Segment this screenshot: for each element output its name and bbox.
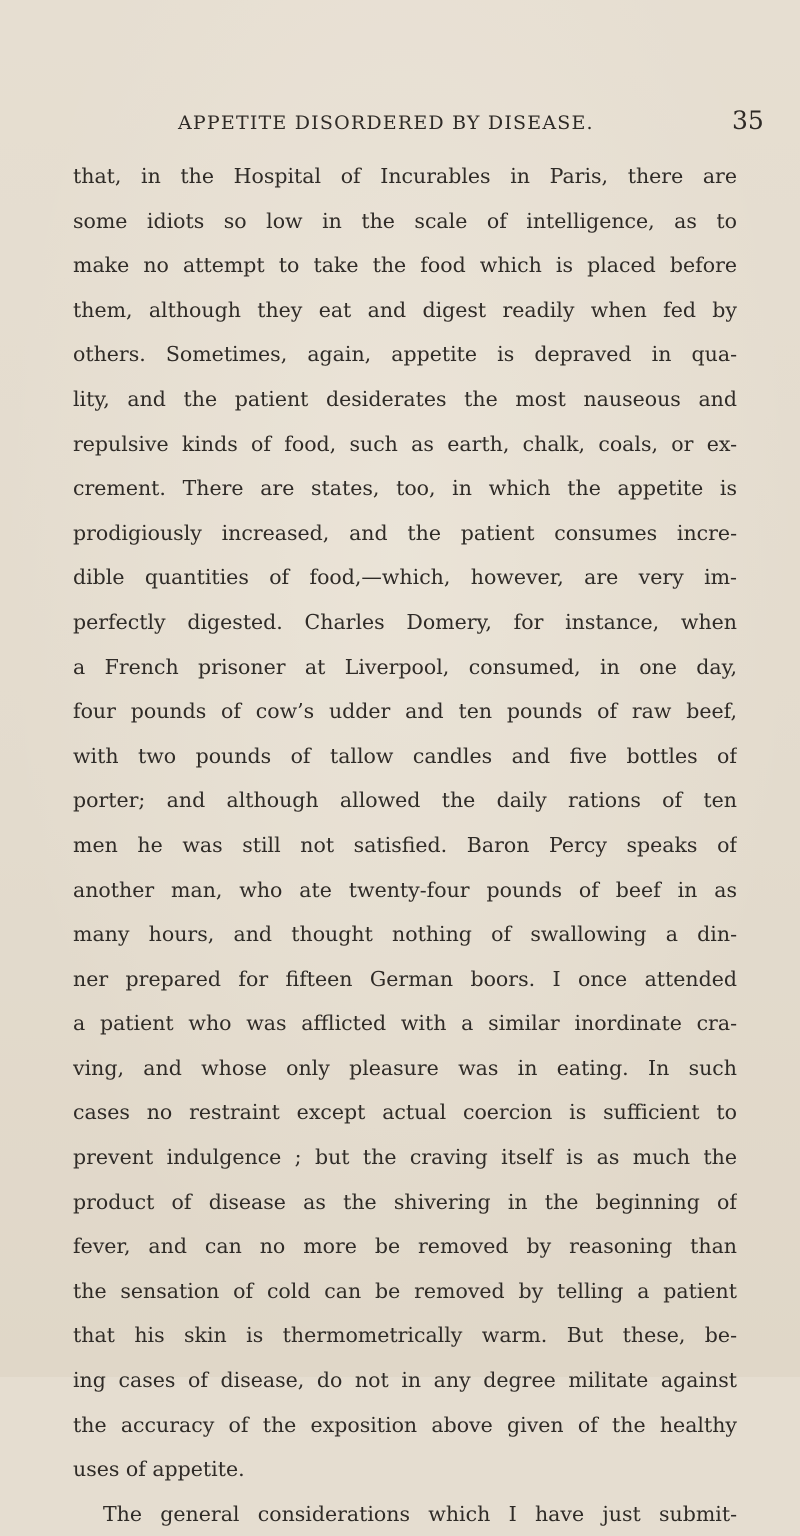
text-line: some idiots so low in the scale of intelligence, as to: [73, 208, 737, 233]
text-line: others. Sometimes, again, appetite is depraved in qua-: [73, 342, 737, 367]
text-line: prodigiously increased, and the patient consumes incre-: [73, 520, 737, 545]
text-line: porter; and although allowed the daily rations of ten: [73, 788, 737, 813]
text-line: ner prepared for fifteen German boors. I once attended: [73, 966, 737, 991]
text-line: another man, who ate twenty-four pounds of beef in as: [73, 877, 737, 902]
paragraph-start-line: The general considerations which I have just submit-: [103, 1501, 737, 1526]
text-line: ing cases of disease, do not in any degree militate against: [73, 1368, 737, 1393]
text-line: with two pounds of tallow candles and five bottles of: [73, 743, 737, 768]
text-line: product of disease as the shivering in the beginning of: [73, 1189, 737, 1214]
body-text: [73, 154, 737, 1536]
text-line: a patient who was afflicted with a similar inordinate cra-: [73, 1011, 737, 1036]
text-line: lity, and the patient desiderates the most nauseous and: [73, 386, 737, 411]
paragraph-end-line: uses of appetite.: [73, 1457, 245, 1482]
text-line: four pounds of cow’s udder and ten pounds of raw beef,: [73, 699, 737, 724]
text-line: dible quantities of food,—which, however, are very im-: [73, 565, 737, 590]
text-line: cases no restraint except actual coercion is sufficient to: [73, 1100, 737, 1125]
text-line: prevent indulgence ; but the craving itself is as much the: [73, 1145, 737, 1170]
text-line: that his skin is thermometrically warm. But these, be-: [73, 1323, 737, 1348]
text-line: the accuracy of the exposition above given of the healthy: [73, 1412, 737, 1437]
running-head: [0, 104, 800, 144]
text-line: crement. There are states, too, in which the appetite is: [73, 476, 737, 501]
text-line: a French prisoner at Liverpool, consumed, in one day,: [73, 654, 737, 679]
text-line: make no attempt to take the food which is placed before: [73, 253, 737, 278]
running-title: APPETITE DISORDERED BY DISEASE.: [178, 112, 594, 134]
text-line: repulsive kinds of food, such as earth, chalk, coals, or ex-: [73, 431, 737, 456]
text-line: them, although they eat and digest readily when fed by: [73, 297, 737, 322]
text-line: men he was still not satisfied. Baron Percy speaks of: [73, 832, 737, 857]
text-line: perfectly digested. Charles Domery, for instance, when: [73, 609, 737, 634]
text-line: the sensation of cold can be removed by telling a patient: [73, 1278, 737, 1303]
text-line: fever, and can no more be removed by reasoning than: [73, 1234, 737, 1259]
page-number: 35: [732, 106, 764, 135]
text-line: that, in the Hospital of Incurables in Paris, there are: [73, 164, 737, 188]
text-line: ving, and whose only pleasure was in eating. In such: [73, 1055, 737, 1080]
text-line: many hours, and thought nothing of swallowing a din-: [73, 922, 737, 947]
